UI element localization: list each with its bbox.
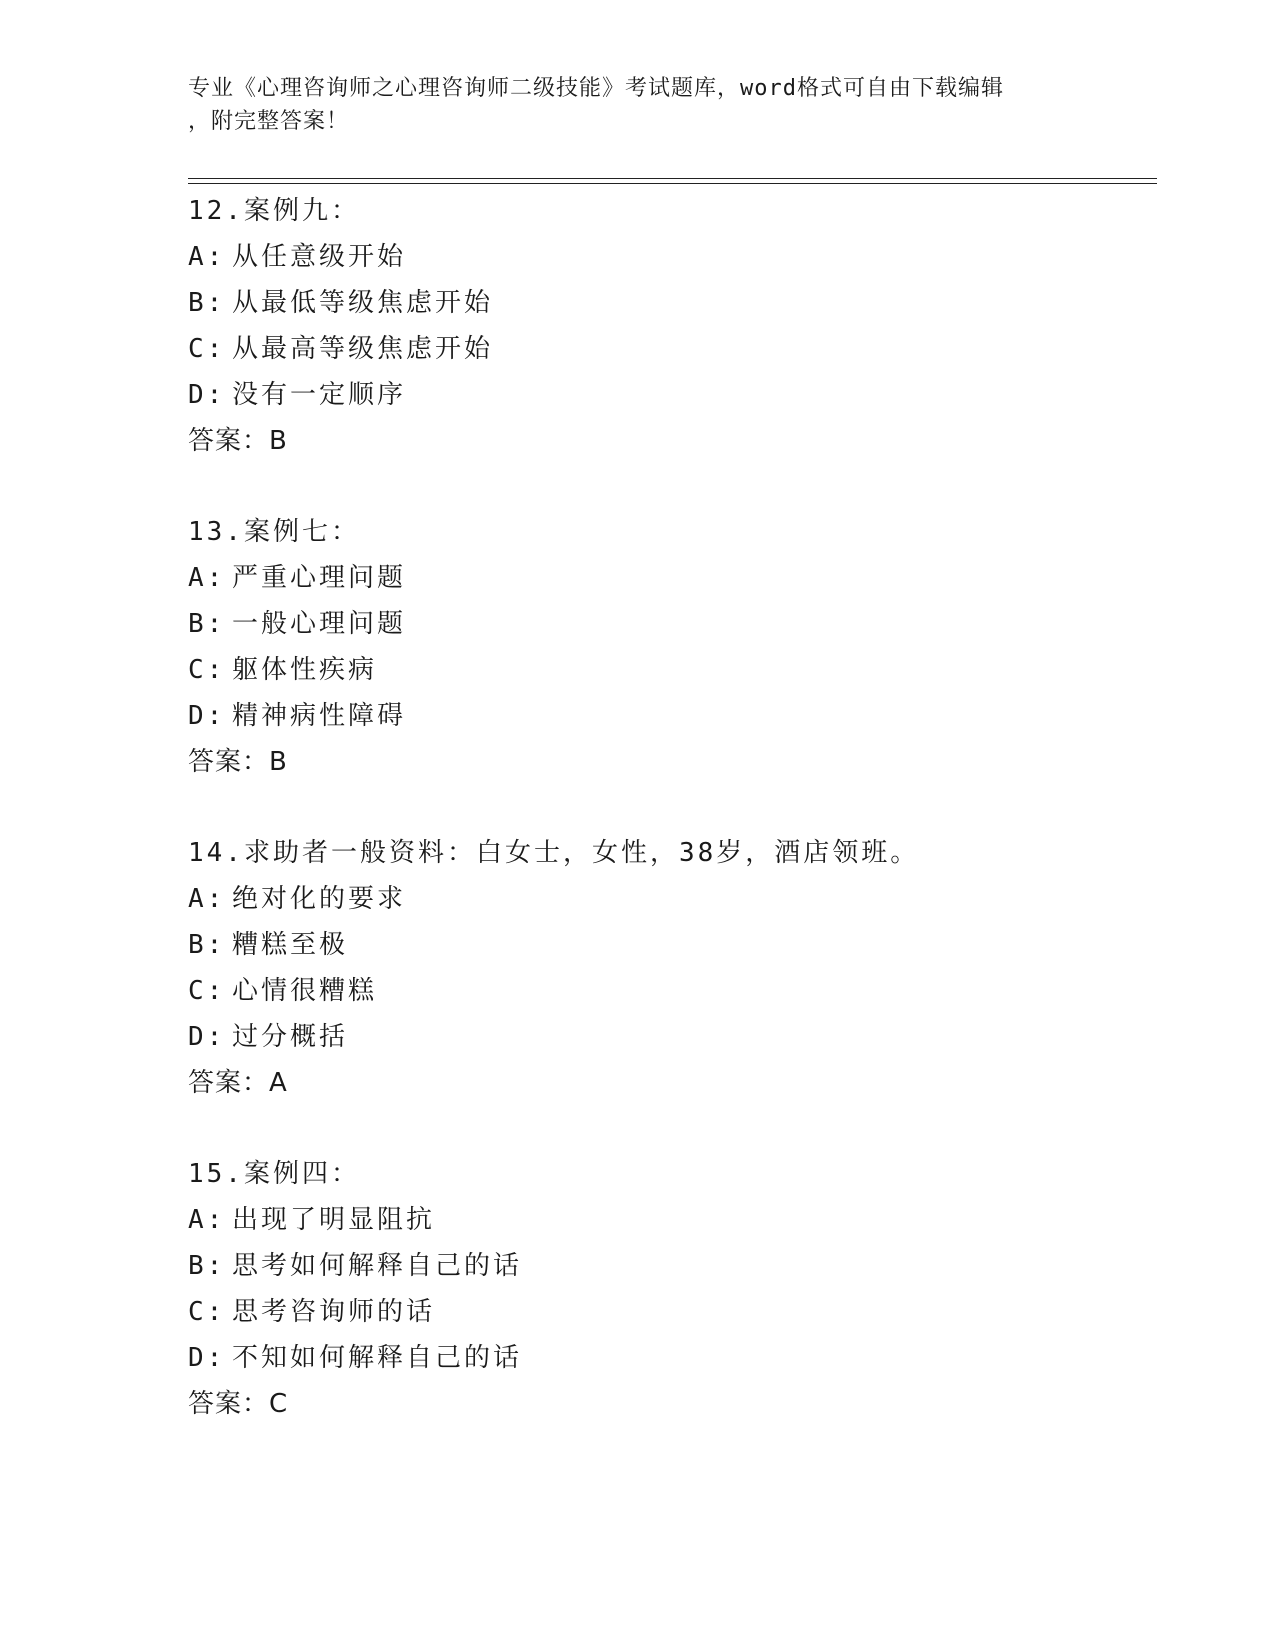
question-stem: 13.案例七： — [188, 517, 360, 547]
option-a — [188, 234, 1148, 280]
question-stem: 15.案例四： — [188, 1159, 360, 1189]
option-text: 思考如何解释自己的话 — [232, 1251, 523, 1281]
option-text: 从最低等级焦虑开始 — [232, 288, 494, 318]
option-text: 心情很糟糕 — [232, 976, 378, 1006]
option-b — [188, 601, 1148, 647]
option-d — [188, 693, 1148, 739]
question-list — [188, 188, 1148, 1472]
header-rule-bottom — [188, 183, 1157, 184]
option-b — [188, 922, 1148, 968]
option-key: A: — [188, 1205, 226, 1235]
option-key: B: — [188, 1251, 226, 1281]
question-stem: 14.求助者一般资料：白女士，女性，38岁，酒店领班。 — [188, 838, 920, 868]
option-key: A: — [188, 884, 226, 914]
option-c — [188, 647, 1148, 693]
option-text: 糟糕至极 — [232, 930, 349, 960]
header-rule-top — [188, 178, 1157, 179]
answer-line: 答案：B — [188, 747, 288, 777]
option-d — [188, 1335, 1148, 1381]
option-text: 从最高等级焦虑开始 — [232, 334, 494, 364]
option-text: 绝对化的要求 — [232, 884, 407, 914]
option-key: D: — [188, 1343, 226, 1373]
option-key: A: — [188, 563, 226, 593]
option-key: C: — [188, 334, 226, 364]
question-12 — [188, 188, 1148, 464]
answer-line: 答案：B — [188, 426, 288, 456]
option-key: D: — [188, 701, 226, 731]
answer-line: 答案：A — [188, 1068, 288, 1098]
option-key: D: — [188, 1022, 226, 1052]
option-key: C: — [188, 976, 226, 1006]
option-text: 不知如何解释自己的话 — [232, 1343, 523, 1373]
header-line-2: ，附完整答案！ — [188, 109, 350, 134]
option-d — [188, 372, 1148, 418]
option-c — [188, 968, 1148, 1014]
option-a — [188, 1197, 1148, 1243]
option-text: 躯体性疾病 — [232, 655, 378, 685]
option-c — [188, 326, 1148, 372]
question-13 — [188, 509, 1148, 785]
option-key: C: — [188, 655, 226, 685]
option-a — [188, 876, 1148, 922]
question-15 — [188, 1151, 1148, 1427]
option-a — [188, 555, 1148, 601]
answer-line: 答案：C — [188, 1389, 289, 1419]
option-text: 过分概括 — [232, 1022, 349, 1052]
option-key: D: — [188, 380, 226, 410]
option-text: 严重心理问题 — [232, 563, 407, 593]
question-stem: 12.案例九： — [188, 196, 360, 226]
header-line-1: 专业《心理咨询师之心理咨询师二级技能》考试题库，word格式可自由下载编辑 — [188, 76, 1004, 101]
option-text: 没有一定顺序 — [232, 380, 407, 410]
document-header — [188, 72, 1088, 138]
option-key: A: — [188, 242, 226, 272]
option-text: 一般心理问题 — [232, 609, 407, 639]
option-d — [188, 1014, 1148, 1060]
option-b — [188, 1243, 1148, 1289]
option-key: C: — [188, 1297, 226, 1327]
option-key: B: — [188, 609, 226, 639]
option-text: 思考咨询师的话 — [232, 1297, 436, 1327]
option-c — [188, 1289, 1148, 1335]
option-key: B: — [188, 288, 226, 318]
option-text: 出现了明显阻抗 — [232, 1205, 436, 1235]
option-text: 从任意级开始 — [232, 242, 407, 272]
option-key: B: — [188, 930, 226, 960]
option-text: 精神病性障碍 — [232, 701, 407, 731]
question-14 — [188, 830, 1148, 1106]
option-b — [188, 280, 1148, 326]
